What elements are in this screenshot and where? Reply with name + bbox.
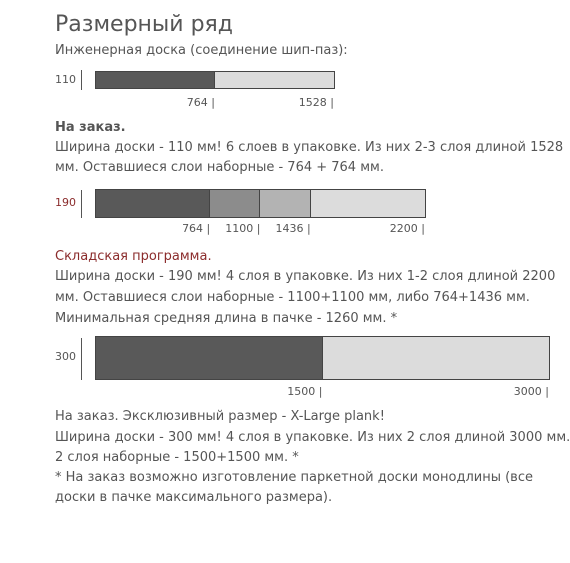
row-divider-190 — [81, 190, 82, 218]
bar-segment — [96, 337, 323, 379]
row-text-300-line-1: На заказ. Эксклюзивный размер - X-Large plank! — [55, 409, 385, 424]
tick-row-190 — [0, 222, 570, 236]
tick-label: 764 | — [186, 96, 215, 109]
row-text-190-line-2: мм. Оставшиеся слои наборные - 1100+1100 мм, либо 764+1436 мм. — [55, 290, 530, 305]
row-label-190: 190 — [55, 196, 76, 209]
bar-segment — [210, 190, 260, 217]
row-text-190-line-1: Ширина доски - 190 мм! 4 слоя в упаковке. Из них 1-2 слоя длиной 2200 — [55, 269, 556, 284]
row-heading-190: Складская программа. — [55, 249, 212, 264]
row-divider-110 — [81, 70, 82, 90]
row-label-300: 300 — [55, 350, 76, 363]
footnote-line-1: * На заказ возможно изготовление паркетной доски монодлины (все — [55, 470, 533, 485]
tick-label: 2200 | — [389, 222, 425, 235]
tick-label: 1500 | — [287, 385, 323, 398]
tick-label: 1528 | — [298, 96, 334, 109]
row-text-300-line-3: 2 слоя наборные - 1500+1500 мм. * — [55, 450, 299, 465]
bar-segment — [96, 190, 210, 217]
tick-label: 764 | — [182, 222, 211, 235]
bar-segment — [323, 337, 550, 379]
row-label-110: 110 — [55, 73, 76, 86]
length-bar-190 — [95, 189, 426, 218]
length-bar-300 — [95, 336, 550, 380]
row-divider-300 — [81, 338, 82, 380]
row-text-110-line-2: мм. Оставшиеся слои наборные - 764 + 764 мм. — [55, 160, 384, 175]
footnote-line-2: доски в пачке максимального размера). — [55, 490, 333, 505]
row-text-300-line-2: Ширина доски - 300 мм! 4 слоя в упаковке. Из них 2 слоя длиной 3000 мм. — [55, 430, 570, 445]
tick-label: 1436 | — [275, 222, 311, 235]
tick-row-300 — [0, 385, 570, 399]
page-subtitle: Инженерная доска (соединение шип-паз): — [55, 43, 348, 58]
bar-segment — [96, 72, 215, 88]
row-heading-110: На заказ. — [55, 120, 126, 135]
tick-row-110 — [0, 96, 570, 110]
row-text-190-line-3: Минимальная средняя длина в пачке - 1260 мм. * — [55, 311, 398, 326]
length-bar-110 — [95, 71, 335, 89]
row-text-110-line-1: Ширина доски - 110 мм! 6 слоев в упаковке. Из них 2-3 слоя длиной 1528 — [55, 140, 564, 155]
page-title: Размерный ряд — [55, 12, 233, 37]
bar-segment — [215, 72, 334, 88]
bar-segment — [311, 190, 425, 217]
tick-label: 3000 | — [513, 385, 549, 398]
bar-segment — [260, 190, 310, 217]
tick-label: 1100 | — [225, 222, 261, 235]
